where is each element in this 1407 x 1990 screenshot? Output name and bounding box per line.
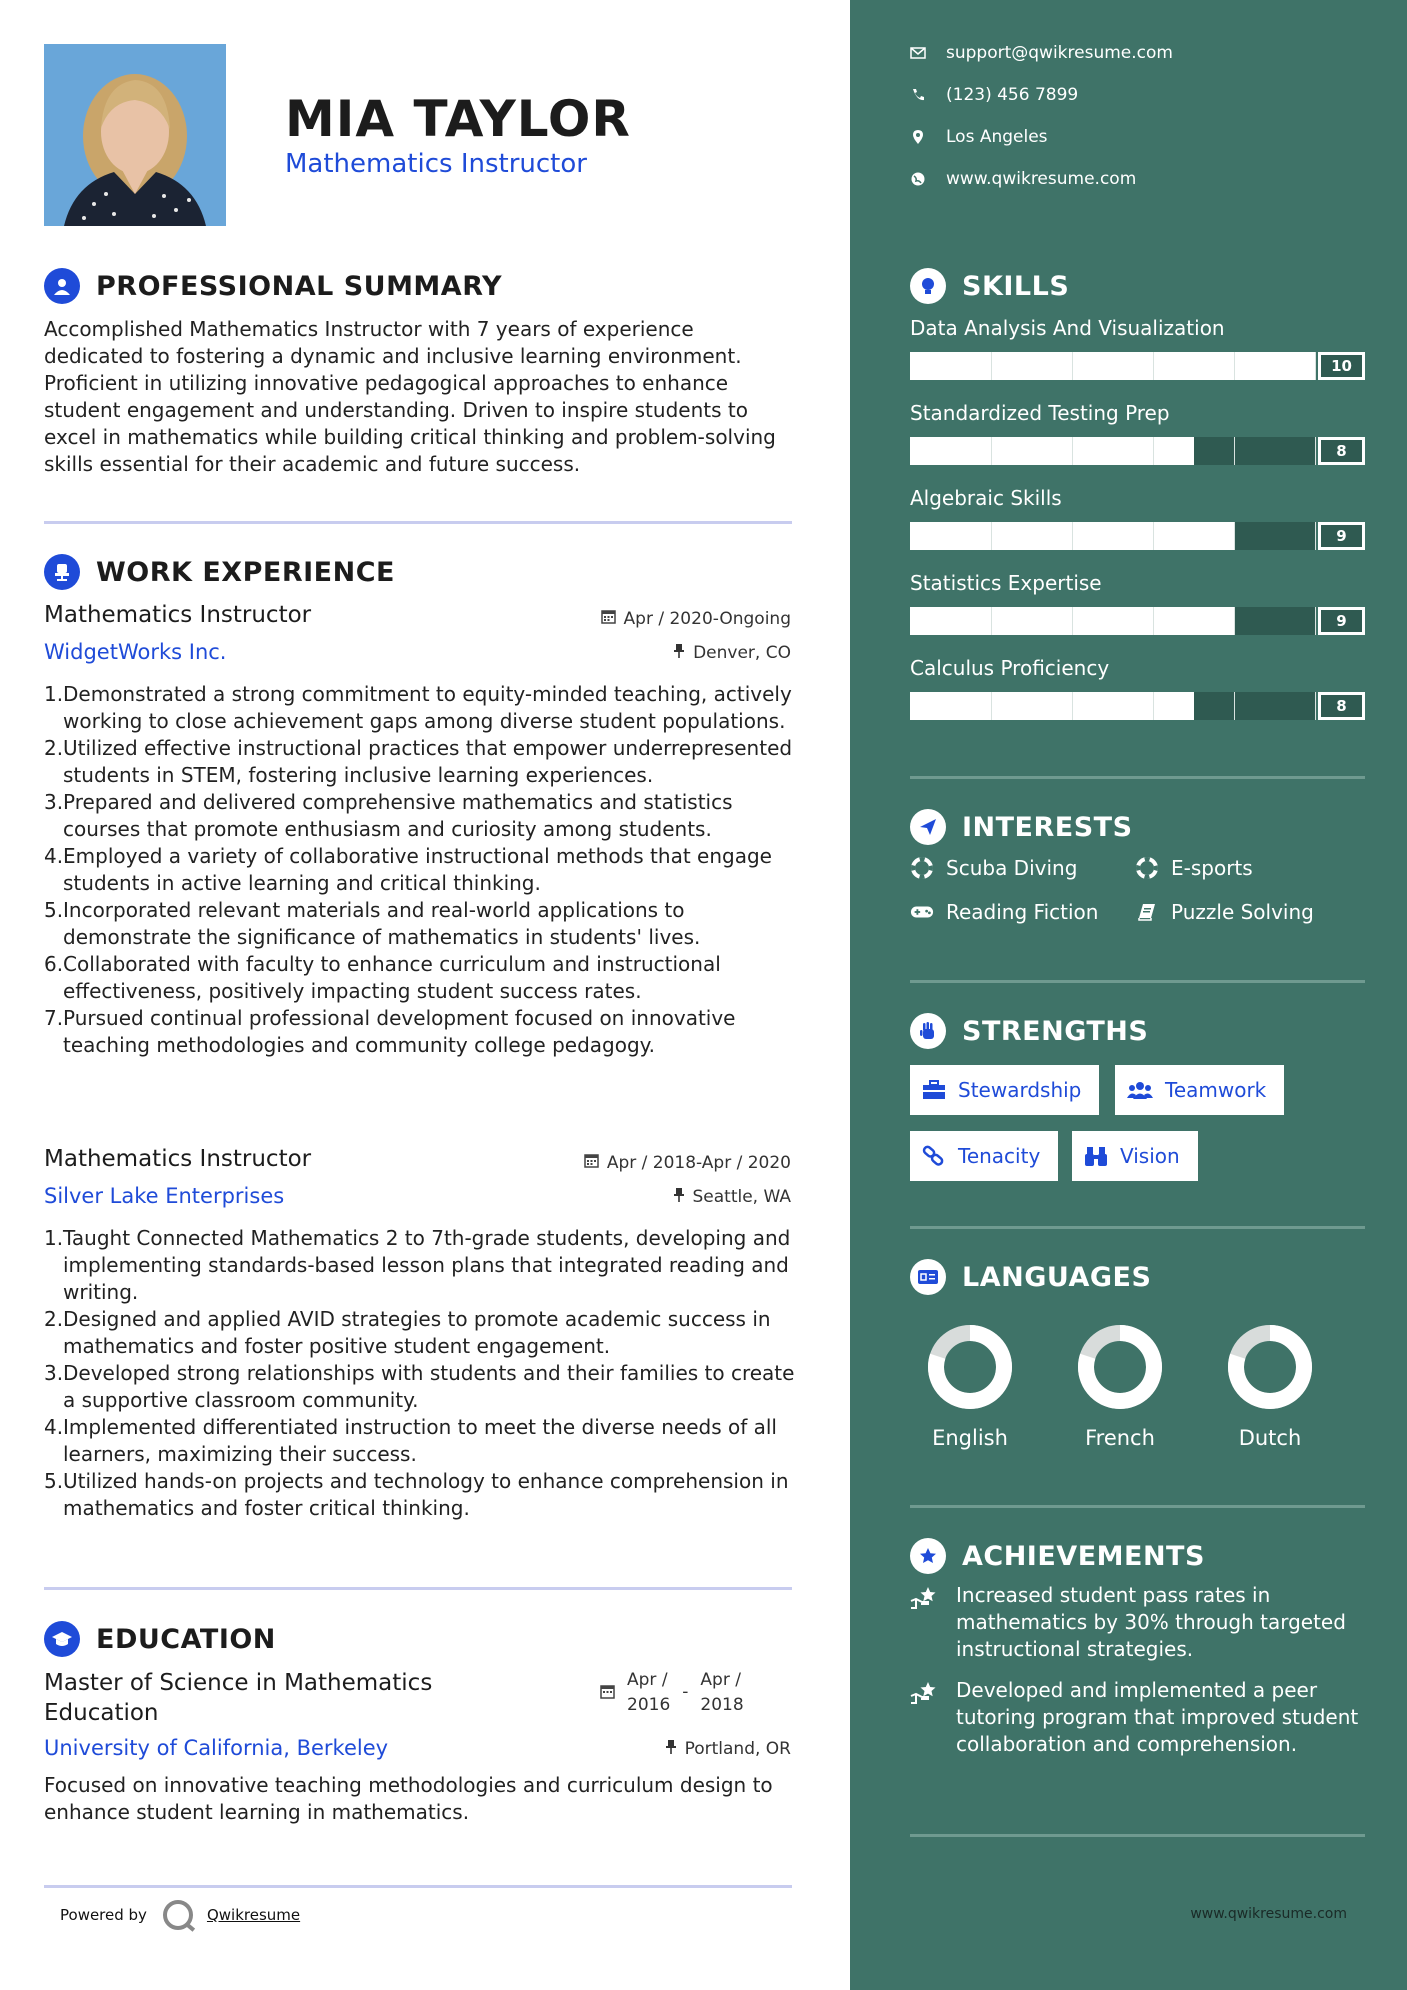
pin-icon <box>673 1187 685 1207</box>
skill-bar-segment <box>991 607 992 635</box>
skill-name: Calculus Proficiency <box>910 656 1110 680</box>
job-title: Mathematics Instructor <box>44 1146 312 1172</box>
divider <box>910 1505 1365 1508</box>
list-item: Collaborated with faculty to enhance curriculum and instructional effectiveness, positively impacting student success rates. <box>63 952 721 1003</box>
list-item: Taught Connected Mathematics 2 to 7th-grade students, developing and implementing standards-based lesson plans that integrated reading and writing. <box>63 1226 791 1304</box>
skill-bar-segment <box>991 522 992 550</box>
job-dates-text: Apr / 2020-Ongoing <box>623 609 791 629</box>
interest-item <box>910 856 1077 880</box>
gamepad-icon <box>910 904 934 920</box>
language-item <box>910 1322 1030 1450</box>
education-dates <box>600 1668 744 1718</box>
skill-bar <box>910 692 1315 720</box>
strengths-title: STRENGTHS <box>962 1015 1149 1047</box>
divider <box>44 1885 792 1888</box>
skill-bar-segment <box>1315 437 1316 465</box>
job-dates-text: Apr / 2018-Apr / 2020 <box>606 1153 791 1173</box>
skill-bar-segment <box>1153 352 1154 380</box>
office-chair-icon <box>44 554 80 590</box>
skill-bar-segment <box>1153 692 1154 720</box>
achievement-text: Developed and implemented a peer tutoring program that improved student collaboration and comprehension. <box>956 1678 1359 1756</box>
powered-by <box>60 1900 300 1930</box>
skill-bar-segment <box>1072 522 1073 550</box>
strength-chip <box>1072 1131 1198 1181</box>
skill-bar-segment <box>1234 607 1235 635</box>
skill-name: Statistics Expertise <box>910 571 1102 595</box>
company-name: WidgetWorks Inc. <box>44 640 227 664</box>
skill-score: 9 <box>1318 607 1365 635</box>
skill-bar-segment <box>1153 437 1154 465</box>
school-name: University of California, Berkeley <box>44 1736 389 1760</box>
interest-item <box>1135 900 1314 924</box>
education-location-text: Portland, OR <box>684 1739 791 1759</box>
job-title: Mathematics Instructor <box>44 602 312 628</box>
interest-label: Reading Fiction <box>946 900 1099 924</box>
skill-bar-segment <box>991 437 992 465</box>
skill-name: Standardized Testing Prep <box>910 401 1170 425</box>
star-hand-icon <box>910 1582 942 1663</box>
calendar-icon <box>601 609 616 629</box>
skill-score: 10 <box>1318 352 1365 380</box>
contact-phone-text: (123) 456 7899 <box>946 85 1079 105</box>
list-item: Developed strong relationships with students and their families to create a supportive classroom community. <box>63 1361 795 1412</box>
skill-bar-segment <box>1315 352 1316 380</box>
footer-site: www.qwikresume.com <box>1190 1906 1347 1922</box>
link-icon <box>922 1145 946 1167</box>
skill-bar-segment <box>1315 607 1316 635</box>
skill-bar-segment <box>991 692 992 720</box>
hand-icon <box>910 1013 946 1049</box>
binoculars-icon <box>1084 1145 1108 1167</box>
date-separator: - <box>682 1682 689 1702</box>
briefcase-icon <box>922 1080 946 1100</box>
job-bullets <box>44 1225 796 1522</box>
contact-email-text: support@qwikresume.com <box>946 43 1173 63</box>
divider <box>910 776 1365 779</box>
summary-text: Accomplished Mathematics Instructor with 7 years of experience dedicated to fostering a dynamic and inclusive learning environment. Proficient in utilizing innovative pedagogical approaches to enhance student engagement and understanding. Driven to inspire students to excel in mathematics while building critical thinking and problem-solving skills essential for their academic and future success. <box>44 317 776 476</box>
skills-title: SKILLS <box>962 270 1070 302</box>
divider <box>910 1226 1365 1229</box>
end-year: 2018 <box>700 1695 744 1715</box>
interests-title: INTERESTS <box>962 811 1133 843</box>
divider <box>44 521 792 524</box>
interest-item <box>910 900 1098 924</box>
job-location-text: Denver, CO <box>693 643 791 663</box>
list-item: Implemented differentiated instruction to meet the diverse needs of all learners, maximizing their success. <box>63 1415 777 1466</box>
skill-bar-segment <box>1315 522 1316 550</box>
candidate-title: Mathematics Instructor <box>285 149 587 179</box>
skill-bar <box>910 352 1315 380</box>
skill-score: 9 <box>1318 522 1365 550</box>
powered-by-label: Powered by <box>60 1906 147 1924</box>
skill-bar-segment <box>1072 352 1073 380</box>
achievements-heading <box>910 1538 1205 1574</box>
skill-bar-segment <box>1234 692 1235 720</box>
strength-chip <box>910 1131 1058 1181</box>
calendar-icon <box>600 1668 615 1718</box>
experience-heading <box>44 554 395 590</box>
interests-heading <box>910 809 1133 845</box>
paper-plane-icon <box>910 809 946 845</box>
list-item: Utilized hands-on projects and technology to enhance comprehension in mathematics and foster critical thinking. <box>63 1469 789 1520</box>
skill-bar-segment <box>1153 607 1154 635</box>
job-location <box>673 1187 792 1207</box>
sidebar <box>850 0 1407 1990</box>
skill-name: Algebraic Skills <box>910 486 1062 510</box>
list-item: Demonstrated a strong commitment to equity-minded teaching, actively working to close achievement gaps among diverse student populations. <box>63 682 792 733</box>
strength-label: Stewardship <box>958 1078 1082 1102</box>
education-description: Focused on innovative teaching methodologies and curriculum design to enhance student learning in mathematics. <box>44 1773 773 1824</box>
skill-bar-segment <box>1234 437 1235 465</box>
interest-label: Puzzle Solving <box>1171 900 1314 924</box>
phone-icon <box>910 88 926 102</box>
skill-bar-segment <box>1072 607 1073 635</box>
start-year: 2016 <box>627 1695 671 1715</box>
divider <box>44 1587 792 1590</box>
company-name: Silver Lake Enterprises <box>44 1184 285 1208</box>
profile-photo <box>44 44 226 226</box>
pin-icon <box>673 643 685 663</box>
list-item: Employed a variety of collaborative instructional methods that engage students in active learning and critical thinking. <box>63 844 772 895</box>
contact-email <box>910 43 1173 63</box>
list-item: Designed and applied AVID strategies to promote academic success in mathematics and foster positive student engagement. <box>63 1307 771 1358</box>
book-icon <box>1135 902 1159 922</box>
skill-bar-segment <box>1234 522 1235 550</box>
skills-heading <box>910 268 1069 304</box>
language-label: French <box>1085 1426 1155 1450</box>
skill-bar <box>910 607 1315 635</box>
achievement-item <box>910 1582 1370 1663</box>
lightbulb-icon <box>910 268 946 304</box>
skill-bar-fill <box>910 352 1315 380</box>
education-heading <box>44 1621 276 1657</box>
languages-title: LANGUAGES <box>962 1261 1152 1293</box>
skill-bar <box>910 522 1315 550</box>
strengths-heading <box>910 1013 1148 1049</box>
language-item <box>1060 1322 1180 1450</box>
strength-chip <box>1115 1065 1284 1115</box>
skill-bar-segment <box>1315 692 1316 720</box>
envelope-icon <box>910 47 926 59</box>
skill-bar-segment <box>1153 522 1154 550</box>
user-icon <box>44 268 80 304</box>
language-donut <box>925 1322 1015 1412</box>
strength-label: Tenacity <box>958 1144 1041 1168</box>
skill-bar-segment <box>991 352 992 380</box>
candidate-name: MIA TAYLOR <box>285 90 631 148</box>
skill-bar-fill <box>910 692 1194 720</box>
list-item: Prepared and delivered comprehensive mathematics and statistics courses that promote enthusiasm and curiosity among students. <box>63 790 733 841</box>
strength-label: Teamwork <box>1165 1078 1267 1102</box>
job-location <box>673 643 791 663</box>
job-bullets <box>44 681 796 1059</box>
job-dates <box>601 609 791 629</box>
list-item: Utilized effective instructional practices that empower underrepresented students in STEM, fostering inclusive learning experiences. <box>63 736 793 787</box>
job-location-text: Seattle, WA <box>692 1187 791 1207</box>
skill-bar-segment <box>1234 352 1235 380</box>
pin-icon <box>665 1739 677 1759</box>
strength-chip <box>910 1065 1099 1115</box>
language-card-icon <box>910 1259 946 1295</box>
interest-label: Scuba Diving <box>946 856 1078 880</box>
job-dates <box>584 1153 791 1173</box>
skill-bar-fill <box>910 437 1194 465</box>
language-donut <box>1075 1322 1165 1412</box>
contact-location-text: Los Angeles <box>946 127 1048 147</box>
calendar-icon <box>584 1153 599 1173</box>
lifebuoy-icon <box>910 857 934 879</box>
skill-name: Data Analysis And Visualization <box>910 316 1225 340</box>
education-title: EDUCATION <box>96 1623 276 1655</box>
skill-score: 8 <box>1318 692 1365 720</box>
skill-bar <box>910 437 1315 465</box>
language-label: English <box>932 1426 1008 1450</box>
skill-score: 8 <box>1318 437 1365 465</box>
language-donut <box>1225 1322 1315 1412</box>
divider <box>910 980 1365 983</box>
map-marker-icon <box>910 130 926 144</box>
language-item <box>1210 1322 1330 1450</box>
experience-title: WORK EXPERIENCE <box>96 556 395 588</box>
contact-location <box>910 127 1048 147</box>
start-month: Apr / <box>627 1670 668 1690</box>
star-hand-icon <box>910 1677 942 1758</box>
interest-label: E-sports <box>1171 856 1253 880</box>
achievement-item <box>910 1677 1370 1758</box>
achievement-text: Increased student pass rates in mathematics by 30% through targeted instructional strategies. <box>956 1583 1346 1661</box>
qwikresume-logo-icon <box>163 1900 193 1930</box>
interest-item <box>1135 856 1253 880</box>
graduation-cap-icon <box>44 1621 80 1657</box>
strength-label: Vision <box>1120 1144 1180 1168</box>
summary-heading <box>44 268 502 304</box>
achievements-title: ACHIEVEMENTS <box>962 1540 1205 1572</box>
list-item: Incorporated relevant materials and real-world applications to demonstrate the significance of mathematics in students' lives. <box>63 898 701 949</box>
globe-icon <box>910 172 926 186</box>
language-label: Dutch <box>1238 1426 1302 1450</box>
end-month: Apr / <box>700 1670 741 1690</box>
skill-bar-segment <box>1072 692 1073 720</box>
star-badge-icon <box>910 1538 946 1574</box>
contact-phone <box>910 85 1078 105</box>
lifebuoy-icon <box>1135 857 1159 879</box>
summary-title: PROFESSIONAL SUMMARY <box>96 270 503 302</box>
languages-heading <box>910 1259 1151 1295</box>
contact-website-text: www.qwikresume.com <box>946 169 1137 189</box>
qwikresume-link[interactable]: Qwikresume <box>206 1906 301 1924</box>
skill-bar-segment <box>1072 437 1073 465</box>
users-icon <box>1127 1080 1153 1100</box>
education-location <box>665 1739 791 1759</box>
divider <box>910 1834 1365 1837</box>
degree-title: Master of Science in Mathematics Education <box>44 1670 433 1726</box>
contact-website[interactable] <box>910 169 1136 189</box>
list-item: Pursued continual professional development focused on innovative teaching methodologies and community college pedagogy. <box>63 1006 736 1057</box>
